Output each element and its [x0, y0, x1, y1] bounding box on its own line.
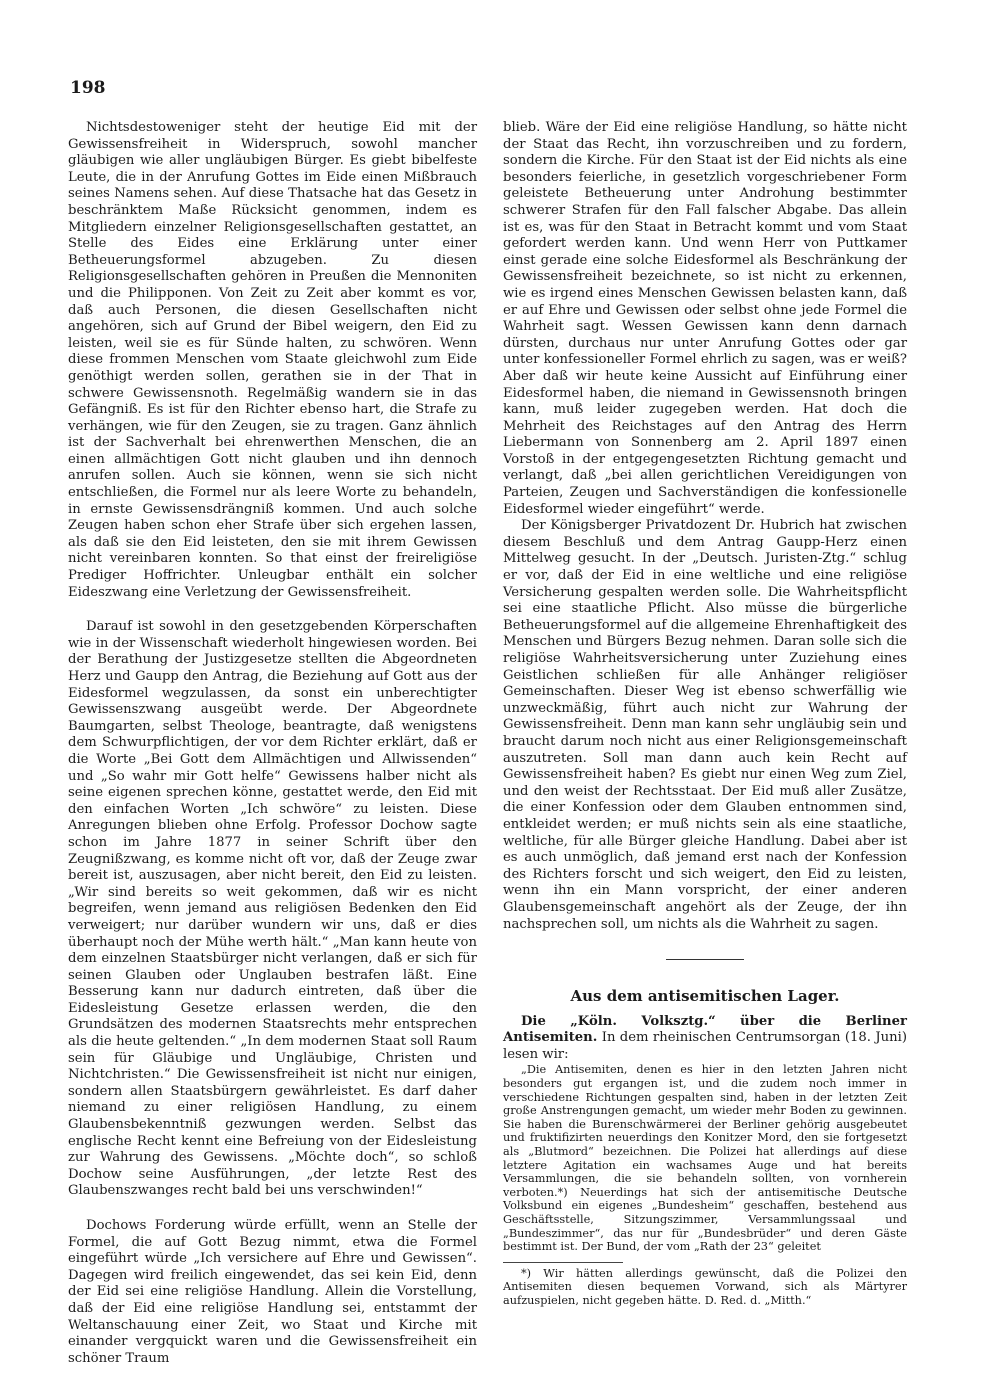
paragraph: Darauf ist sowohl in den gesetzgebenden Körperschaften wie in der Wissenschaft wiederholt hingewiesen worden. Bei der Berathung der Justizgesetze stellten die Abgeordneten Herz und Gaupp den Antrag, die Beziehung auf Gott aus der Eidesformel wegzulassen, da sonst ein unberechtigter Gewissenszwang ausgeübt werde. Der Abgeordnete Baumgarten, selbst Theologe, beantragte, daß wenigstens dem Schwurpflichtigen, der vor dem Richter erklärt, daß er die Worte „Bei Gott dem Allmächtigen und Allwissenden“ und „So wahr mir Gott helfe“ Gewissens halber nicht als seine eigenen sprechen könne, gestattet werde, den Eid mit den einfachen Worten „Ich schwöre“ zu leisten. Diese Anregungen blieben ohne Erfolg. Professor Dochow sagte schon im Jahre 1877 in seiner Schrift über den Zeugnißzwang, es komme nicht oft vor, daß der Zeuge zwar bereit ist, auszusagen, aber nicht bereit, den Eid zu leisten. „Wir sind bereits so weit gekommen, daß wir es nicht begreifen, wenn jemand aus religiösen Bedenken den Eid verweigert; nur darüber wundern wir uns, daß er dies überhaupt noch der Mühe werth hält.“ „Man kann heute von dem einzelnen Staatsbürger nicht verlangen, daß er sich für seinen Glauben oder Unglauben bestrafen läßt. Eine Besserung kann nur dadurch eintreten, daß über die Eidesleistung Gesetze erlassen werden, die den Grundsätzen des modernen Staatsrechts mehr entsprechen als die heute geltenden.“ „In dem modernen Staat soll Raum sein für Gläubige und Ungläubige, Christen und Nichtchristen.“ Die Gewissensfreiheit ist nicht nur einigen, sondern allen Staatsbürgern gewährleistet. Es darf daher niemand zu einer religiösen Handlung, zu einem Glaubensbekenntniß gezwungen werden. Selbst das englische Recht kennt eine Befreiung von der Eidesleistung zur Wahrung des Gewissens. „Möchte doch“, so schloß Dochow seine Ausführungen, „der letzte Rest des Glaubenszwanges recht bald bei uns verschwinden!“	[68, 619, 477, 1199]
page-number: 198	[70, 78, 106, 98]
paragraph: Nichtsdestoweniger steht der heutige Eid mit der Gewissensfreiheit in Widerspruch, sowohl mancher gläubigen wie aller ungläubigen Bürger. Es giebt bibelfeste Leute, die in der Anrufung Gottes im Eide einen Mißbrauch seines Namens sehen. Auf diese Thatsache hat das Gesetz in beschränktem Maße Rücksicht genommen, indem es Mitgliedern einzelner Religionsgesellschaften gestattet, an Stelle des Eides eine Erklärung unter einer Betheuerungsformel abzugeben. Zu diesen Religionsgesellschaften gehören in Preußen die Mennoniten und die Philipponen. Von Zeit zu Zeit aber kommt es vor, daß auch Personen, die diesen Gesellschaften nicht angehören, sich auf Grund der Bibel weigern, den Eid zu leisten, weil sie es für Sünde halten, zu schwören. Wenn diese frommen Menschen vom Staate gleichwohl zum Eide genöthigt werden sollen, gerathen sie in der That in schwere Gewissensnoth. Regelmäßig wandern sie in das Gefängniß. Es ist für den Richter ebenso hart, die Strafe zu verhängen, wie für den Zeugen, sie zu tragen. Ganz ähnlich ist der Sachverhalt bei ehrenwerthen Menschen, die an einen allmächtigen Gott nicht glauben und ihn dennoch anrufen sollen. Auch sie können, wenn sie sich nicht entschließen, die Formel nur als leere Worte zu behandeln, in ernste Gewissensdrängniß kommen. Und auch solche Zeugen haben schon eher Strafe über sich ergehen lassen, als daß sie den Eid leisteten, den sie mit ihrem Gewissen nicht vereinbaren konnten. So that einst der freireligiöse Prediger Hoffrichter. Unleugbar enthält ein solcher Eideszwang eine Verletzung der Gewissensfreiheit.	[68, 120, 477, 600]
left-column	[68, 120, 477, 1367]
subheading: Die „Köln. Volksztg.“ über die Berliner Antisemiten.	[503, 1013, 907, 1046]
footnote-divider	[503, 1262, 623, 1263]
quoted-passage: „Die Antisemiten, denen es hier in den letzten Jahren nicht besonders gut ergangen ist, und die zudem noch immer in verschiedene Richtungen gespalten sind, haben in der letzten Zeit große Anstrengungen gemacht, um wieder mehr Boden zu gewinnen. Sie haben die Burenschwärmerei der Berliner gehörig ausgebeutet und fruktifizirten neuerdings den Konitzer Mord, den sie fortgesetzt als „Blutmord“ bezeichnen. Die Polizei hat allerdings auf diese letztere Agitation ein wachsames Auge und hat bereits Versammlungen, die sie behandeln sollten, von vornherein verboten.*) Neuerdings hat sich der antisemitische Deutsche Volksbund ein eigenes „Bundesheim“ geschaffen, bestehend aus Geschäftsstelle, Sitzungszimmer, Versammlungssaal und „Bundeszimmer“, das nur für „Bundesbrüder“ und deren Gäste bestimmt ist. Der Bund, der vom „Rath der 23“ geleitet	[503, 1063, 907, 1254]
subheading-paragraph	[503, 1014, 907, 1064]
paragraph: Dochows Forderung würde erfüllt, wenn an Stelle der Formel, die auf Gott Bezug nimmt, etwa die Formel eingeführt würde „Ich versichere auf Ehre und Gewissen“. Dagegen wird freilich eingewendet, das sei kein Eid, denn der Eid sei eine religiöse Handlung. Allein die Vorstellung, daß der Eid eine religiöse Handlung sei, entstammt der Weltanschauung einer Zeit, wo Staat und Kirche mit einander vergquickt waren und die Gewissensfreiheit ein schöner Traum	[68, 1218, 477, 1366]
right-column	[503, 120, 907, 1308]
paragraph: blieb. Wäre der Eid eine religiöse Handlung, so hätte nicht der Staat das Recht, ihn vorzuschreiben und zu fordern, sondern die Kirche. Für den Staat ist der Eid nichts als eine besonders feierliche, in gesetzlich vorgeschriebener Form geleistete Betheuerung unter Androhung bestimmter schwerer Strafen für den Fall falscher Abgabe. Das allein ist es, was für den Staat in Betracht kommt und vom Staat gefordert werden kann. Und wenn Herr von Puttkamer einst gerade eine solche Eidesformel als Beschränkung der Gewissensfreiheit bezeichnete, so ist nicht zu erkennen, wie es irgend eines Menschen Gewissen belasten kann, daß er auf Ehre und Gewissen oder selbst ohne jede Formel die Wahrheit sagt. Wessen Gewissen kann denn darnach dürsten, durchaus nur unter Anrufung Gottes oder gar unter konfessioneller Formel ehrlich zu sagen, was er weiß? Aber daß wir heute keine Aussicht auf Einführung einer Eidesformel haben, die niemand in Gewissensnoth bringen kann, muß leider zugegeben werden. Hat doch die Mehrheit des Reichstages auf den Antrag des Herrn Liebermann von Sonnenberg am 2. April 1897 einen Vorstoß in der entgegengesetzten Richtung gemacht und verlangt, daß „bei allen gerichtlichen Vereidigungen von Parteien, Zeugen und Sachverständigen die konfessionelle Eidesformel wieder eingeführt“ werde.	[503, 120, 907, 517]
section-title: Aus dem antisemitischen Lager.	[570, 987, 840, 1006]
footnote: *) Wir hätten allerdings gewünscht, daß die Polizei den Antisemiten diesen bequemen Vorwand, sich als Märtyrer aufzuspielen, nicht gegeben hätte. D. Red. d. „Mitth.“	[503, 1266, 907, 1307]
section-divider	[666, 959, 744, 960]
paragraph: Der Königsberger Privatdozent Dr. Hubrich hat zwischen diesem Beschluß und dem Antrag Gaupp-Herz einen Mittelweg gesucht. In der „Deutsch. Juristen-Ztg.“ schlug er vor, daß der Eid in eine weltliche und eine religiöse Versicherung gespalten werden solle. Die Wahrheitspflicht sei eine staatliche Pflicht. Also müsse die bürgerliche Betheuerungsformel auf die allgemeine Ehrenhaftigkeit des Menschen und Bürgers Bezug nehmen. Daran solle sich die religiöse Wahrheitsversicherung unter Zuziehung eines Geistlichen schließen für alle Anhänger religiöser Gemeinschaften. Dieser Weg ist ebenso schwerfällig wie unzweckmäßig, führt auch nicht zur Wahrung der Gewissensfreiheit. Denn man kann sehr ungläubig sein und braucht darum noch nicht aus einer Religionsgemeinschaft auszutreten. Soll man dann auch kein Recht auf Gewissensfreiheit haben? Es giebt nur einen Weg zum Ziel, und den weist der Rechtsstaat. Der Eid muß aller Zusätze, die einer Konfession oder dem Glauben entnommen sind, entkleidet werden; er muß nichts sein als eine staatliche, weltliche, für alle Bürger gleiche Handlung. Dabei aber ist es auch unmöglich, daß jemand erst nach der Konfession des Richters forscht und sich weigert, den Eid zu leisten, wenn ihn ein Mann vorspricht, der einer anderen Glaubensgemeinschaft angehört als der Zeuge, der ihn nachsprechen soll, um nichts als die Wahrheit zu sagen.	[503, 518, 907, 932]
subheading-continuation: In dem rheinischen Centrumsorgan (18. Juni) lesen wir:	[503, 1030, 907, 1062]
